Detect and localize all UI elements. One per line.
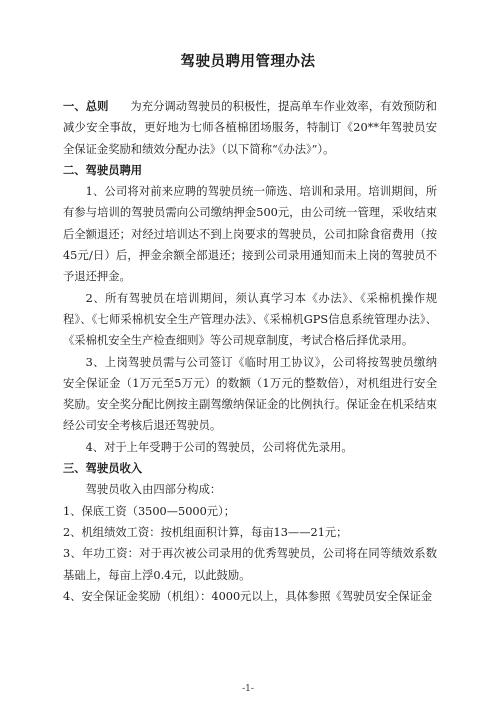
income-intro: 驾驶员收入由四部分构成：: [85, 483, 222, 497]
hiring-paragraph-4: 4、对于上年受聘于公司的驾驶员，公司将优先录用。: [85, 440, 353, 454]
hiring-paragraph-2: 2、所有驾驶员在培训期间，须认真学习本《办法》、《采棉机操作规程》、《七师采棉机安全生产管理办法》、《采棉机GPS信息系统管理办法》、《采棉机安全生产检查细则》等公司规章制度，考试合格后择优录用。: [63, 291, 437, 348]
document-body: [63, 96, 437, 607]
income-item-1: 1、保底工资（3500—5000元）；: [63, 504, 236, 518]
page-title: 驾驶员聘用管理办法: [180, 54, 316, 70]
page-number: -1-: [242, 684, 254, 694]
hiring-paragraph-3: 3、上岗驾驶员需与公司签订《临时用工协议》，公司将按驾驶员缴纳安全保证金（1万元至5万元）的数额（1万元的整数倍），对机组进行安全奖励。安全奖分配比例按主副驾缴纳保证金的比例执行。保证金在机采结束经公司安全考核后退还驾驶员。: [63, 355, 437, 433]
section-general-text: 为充分调动驾驶员的积极性，提高单车作业效率，有效预防和减少安全事故，更好地为七师各植棉团场服务，特制订《20**年驾驶员安全保证金奖励和绩效分配办法》（以下简称“《办法》”）。: [63, 100, 437, 156]
income-item-4: 4、安全保证金奖励（机组）：4000元以上，具体参照《驾驶员安全保证金: [63, 589, 433, 603]
section-general: [63, 96, 437, 160]
income-item-3: 3、年功工资：对于再次被公司录用的优秀驾驶员，公司将在同等绩效系数基础上，每亩上浮0.4元，以此鼓励。: [63, 547, 437, 582]
hiring-paragraph-1: 1、公司将对前来应聘的驾驶员统一筛选、培训和录用。培训期间，所有参与培训的驾驶员需向公司缴纳押金500元，由公司统一管理，采收结束后全额退还；对经过培训达不到上岗要求的驾驶员，公司扣除食宿费用（按45元/日）后，押金余额全部退还；接到公司录用通知而未上岗的驾驶员不予退还押金。: [63, 185, 437, 284]
section-heading-hiring: 二、驾驶员聘用: [63, 163, 143, 177]
income-item-2: 2、机组绩效工资：按机组面积计算，每亩13——21元；: [63, 525, 348, 539]
section-heading-general: 一、总则: [63, 100, 109, 113]
section-heading-income: 三、驾驶员收入: [63, 462, 143, 476]
